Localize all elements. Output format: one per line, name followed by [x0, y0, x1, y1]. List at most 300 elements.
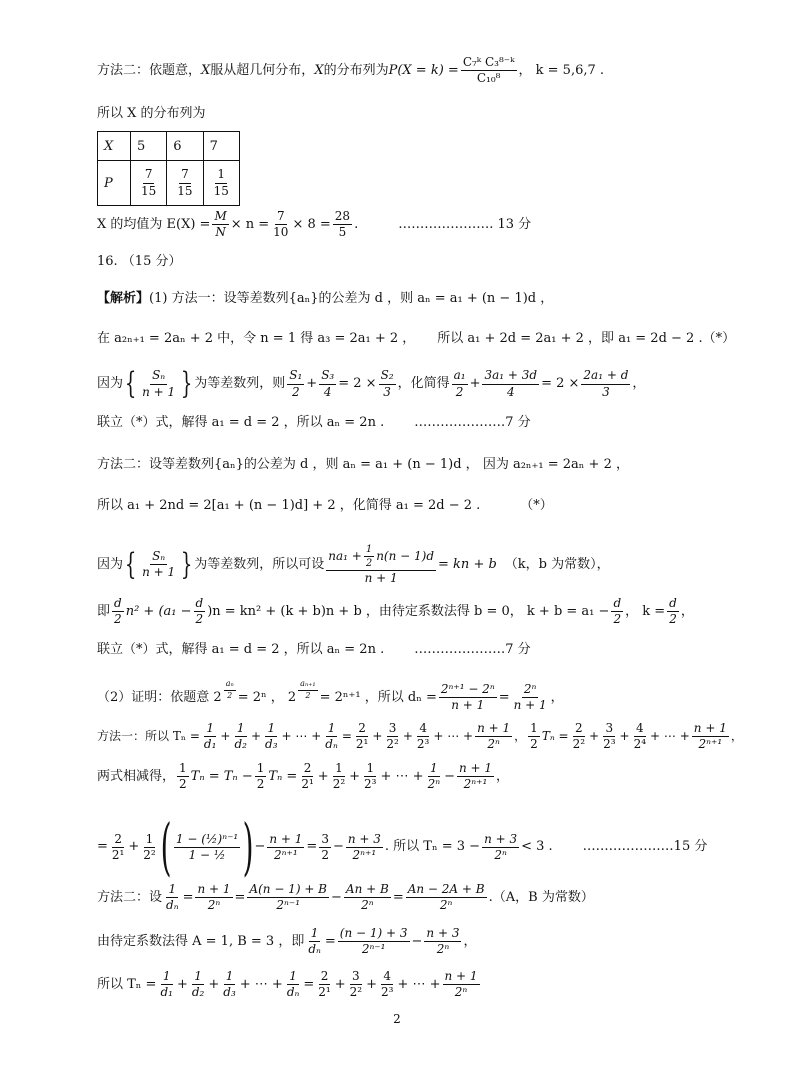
frac-den: 2ⁿ	[439, 898, 453, 913]
table-row	[98, 132, 240, 161]
frac-num: 2	[573, 722, 585, 737]
fraction	[362, 762, 378, 791]
fraction	[439, 683, 497, 712]
frac-den: d₁	[203, 737, 217, 752]
text: = 2ⁿ⁺¹ ，所以 dₙ =	[319, 689, 437, 705]
frac-den: 2ⁿ	[207, 898, 221, 913]
prob-formula-lhs: P(X = k) =	[388, 62, 459, 78]
exponent-fraction	[224, 680, 236, 701]
frac-num: n + 1	[457, 762, 494, 777]
frac-den: d₃	[265, 737, 278, 752]
method2-distribution-line	[97, 56, 754, 85]
frac-den: 2³	[416, 737, 430, 752]
fraction	[271, 210, 290, 239]
table-cell	[203, 161, 239, 206]
fraction	[379, 369, 396, 398]
mean-mid: × n =	[230, 216, 270, 232]
method2-text2: 服从超几何分布，	[210, 62, 315, 78]
text: =	[234, 889, 246, 905]
text: + ⋯ +	[239, 976, 283, 992]
frac-num: 1	[235, 722, 247, 737]
frac-num: 1	[287, 970, 299, 985]
frac-den: 2ⁿ⁺¹	[698, 737, 723, 752]
text: 为等差数列，则	[194, 376, 286, 392]
frac-num: 1	[224, 970, 236, 985]
dist-heading: 所以 X 的分布列为	[97, 106, 206, 121]
score-mark: …………………15 分	[582, 839, 708, 855]
frac-num: d	[667, 597, 679, 612]
text: =	[97, 839, 108, 855]
frac-den: dₙ	[286, 985, 300, 1000]
method2-text1: 依题意，	[149, 62, 202, 78]
frac-num: d	[112, 597, 124, 612]
frac-den: 2²	[386, 737, 399, 752]
left-paren: (	[160, 810, 172, 883]
prob-fraction	[212, 168, 231, 197]
frac-den: 2²	[349, 985, 363, 1000]
text: + ⋯ +	[281, 729, 322, 744]
frac-den: 2¹	[318, 985, 331, 1000]
frac-den: 2²	[143, 847, 156, 862]
text: −	[254, 839, 266, 855]
part2-line7: 所以 Tₙ = $\frac{1}{\text{d₁}}$ + $\frac{1}{\text{d₂}}$ + $\frac{1}{\text{d₃}}$ + ⋯ + $\frac{1}{\text{dₙ}}$ = $\frac{2}{\text{2¹}}$ + $\frac{3}{\text{2²}}$ + $\frac{4}{\text{2³}}$ + ⋯ + $\frac{n + 1}{\text{2ⁿ}}$	[97, 969, 478, 1000]
text: Tₙ =	[541, 729, 569, 744]
frac-den: 2¹	[355, 737, 369, 752]
star-mark: （*）	[702, 331, 736, 346]
frac-num: 1	[326, 722, 338, 737]
table-cell: X	[98, 132, 131, 161]
part2-line1	[97, 679, 754, 713]
fraction	[482, 369, 539, 398]
text: 两式相减得，	[97, 768, 176, 784]
frac-den: 2	[179, 777, 187, 792]
text: 所以 Tₙ =	[97, 976, 157, 992]
fraction	[174, 833, 240, 862]
frac-den: 2ⁿ	[361, 898, 374, 913]
table-cell: 5	[131, 132, 167, 161]
text: + ⋯ +	[433, 729, 474, 744]
fraction	[475, 722, 512, 751]
frac-den: 1 − ½	[188, 847, 226, 862]
text: n² + (a₁ −	[125, 603, 192, 619]
frac-num: 7	[179, 168, 191, 183]
right-brace: }	[180, 546, 193, 582]
fraction	[221, 970, 238, 999]
frac-num: S₁	[287, 369, 304, 384]
text: + ⋯ +	[397, 976, 441, 992]
score-mark: …………………7 分	[414, 415, 531, 430]
frac-num: n + 3	[424, 927, 461, 942]
part2-line5	[97, 883, 754, 912]
frac-num: n + 1	[267, 833, 304, 848]
part1-line5: 方法二：设等差数列{aₙ}的公差为 d ，则 aₙ = a₁ + (n − 1)d ， 因为 a₂ₙ₊₁ = 2aₙ + 2 ，	[97, 457, 629, 472]
hypergeom-fraction	[461, 56, 517, 85]
frac-num: 1	[144, 833, 156, 848]
star-mark: （*）	[520, 498, 553, 513]
var-x-2: X	[314, 62, 324, 78]
distribution-table	[97, 131, 240, 206]
frac-num: 2ⁿ	[522, 683, 539, 698]
frac-num: 3	[387, 722, 399, 737]
fraction	[457, 762, 494, 791]
frac-num: 1	[265, 722, 277, 737]
part1-line6	[97, 498, 754, 514]
fraction	[424, 927, 461, 956]
frac-den: 2	[365, 558, 373, 569]
text: = 2ⁿ ， 2	[237, 689, 297, 705]
fraction	[287, 369, 304, 398]
text: −	[331, 889, 342, 905]
frac-num: 1	[161, 970, 173, 985]
table-cell: 7	[203, 132, 239, 161]
fraction	[267, 833, 304, 862]
fraction	[323, 722, 340, 751]
frac-den: 2ⁿ⁺¹	[352, 847, 377, 862]
frac-num: 2	[356, 722, 368, 737]
fraction	[406, 883, 487, 912]
frac-den: 2³	[603, 737, 616, 752]
text: 即	[97, 603, 111, 619]
text: =	[324, 933, 336, 949]
frac-num: Sₙ	[150, 550, 167, 565]
frac-num: d	[194, 597, 206, 612]
frac-num: 1	[204, 722, 216, 737]
table-row	[98, 161, 240, 206]
frac-num: 4	[634, 722, 646, 737]
text: 所以 a₁ + 2nd = 2[a₁ + (n − 1)d] + 2 ，化简得 a₁ = 2d − 2 .	[97, 498, 481, 513]
fraction	[331, 762, 347, 791]
score-mark: …………………. 13 分	[398, 216, 532, 232]
frac-num: 1	[309, 927, 321, 942]
frac-den: 2¹	[111, 847, 125, 862]
frac-den: 2	[195, 612, 204, 627]
frac-num: 7	[275, 210, 287, 225]
frac-den: n + 1	[451, 698, 485, 713]
frac-num: 3	[319, 833, 331, 848]
frac-num: An + B	[344, 883, 391, 898]
frac-num: 2	[319, 970, 331, 985]
fraction	[319, 369, 336, 398]
frac-den: d₂	[234, 737, 247, 752]
frac-den: 2ⁿ⁺¹	[463, 777, 488, 792]
frac-den: 2	[530, 737, 538, 752]
frac-num: 1 − (½)ⁿ⁻¹	[174, 833, 240, 848]
fraction	[140, 369, 177, 398]
frac-den: 2¹	[301, 777, 314, 792]
part2-line3: 两式相减得， $\frac{1}{2}$ Tₙ = Tₙ − $\frac{1}{2}$ Tₙ = $\frac{2}{\text{2¹}}$ + $\frac{1}{\text{2²}}$ + $\frac{1}{\text{2³}}$ + ⋯ + $\frac{1}{\text{2ⁿ}}$ − $\frac{n + 1}{\text{2ⁿ⁺¹}}$ ，	[97, 761, 510, 792]
right-brace: }	[180, 366, 193, 401]
fraction	[333, 210, 352, 239]
frac-num: n + 1	[692, 722, 729, 737]
page-number: 2	[393, 1012, 401, 1026]
method2-text3: 的分布列为	[323, 62, 389, 78]
frac-num: 1	[365, 544, 373, 555]
frac-num: n + 1	[443, 970, 480, 985]
frac-den: 2ⁿ	[487, 737, 500, 752]
text: =	[498, 689, 510, 705]
question-16-heading: 16. （15 分）	[97, 254, 182, 269]
frac-num: 4	[417, 722, 429, 737]
frac-den: 2ⁿ	[427, 777, 441, 792]
fraction	[571, 722, 587, 751]
fraction	[141, 833, 157, 862]
frac-num: An − 2A + B	[406, 883, 487, 898]
prob-fraction	[139, 168, 158, 197]
frac-num: 1	[528, 722, 540, 737]
fraction	[692, 722, 729, 751]
fraction	[667, 597, 679, 626]
frac-num: 2	[302, 762, 314, 777]
frac-den: 5	[338, 225, 347, 240]
mean-line	[97, 210, 754, 239]
text: −	[444, 768, 455, 784]
frac-num: 1	[192, 970, 204, 985]
text: ， k =	[625, 603, 666, 619]
text: +	[128, 839, 140, 855]
frac-den: 2	[321, 847, 329, 862]
frac-num: 1	[333, 762, 345, 777]
frac-den: 2	[455, 384, 464, 399]
fraction	[319, 833, 331, 862]
text: （k，b 为常数），	[504, 556, 610, 572]
left-brace: {	[124, 366, 137, 401]
frac-den: n + 1	[513, 698, 547, 713]
frac-den: 15	[213, 183, 229, 198]
frac-den: 2ⁿ	[436, 942, 450, 957]
frac-den: 10	[273, 225, 289, 240]
part1-line8	[97, 597, 754, 626]
frac-num: 3a₁ + 3d	[482, 369, 539, 384]
text: 方法二：设	[97, 889, 163, 905]
frac-den: 2ⁿ	[494, 847, 507, 862]
frac-den: 2	[613, 612, 622, 627]
frac-den: 4	[323, 384, 332, 399]
fraction	[326, 544, 436, 585]
part1-line7	[97, 544, 754, 585]
fraction	[158, 970, 175, 999]
text: =	[341, 729, 352, 744]
frac-den: n + 1	[142, 565, 176, 580]
fraction	[512, 683, 549, 712]
fraction	[354, 722, 370, 751]
hypergeom-num: C₇ᵏ C₃⁸⁻ᵏ	[461, 56, 517, 71]
frac-num: aₙ	[224, 680, 236, 691]
text: 由待定系数法得 A = 1, B = 3 ，即	[97, 933, 305, 949]
frac-den: 2	[227, 691, 233, 701]
fraction	[426, 762, 443, 791]
text: +	[306, 376, 318, 392]
frac-num	[326, 544, 436, 571]
text: 联立（*）式，解得 a₁ = d = 2 ，所以 aₙ = 2n .	[97, 642, 385, 657]
text: + ⋯ +	[380, 768, 424, 784]
text: ，	[514, 729, 527, 744]
frac-den: 2	[256, 777, 265, 792]
fraction	[212, 210, 228, 239]
frac-num: n + 1	[475, 722, 512, 737]
frac-num: 1	[215, 168, 227, 183]
mean-end: .	[354, 216, 359, 232]
text: 联立（*）式，解得 a₁ = d = 2 ，所以 aₙ = 2n .	[97, 415, 385, 430]
text: ，	[550, 689, 564, 705]
frac-num: S₃	[319, 369, 336, 384]
hypergeom-den: C₁₀⁸	[476, 71, 501, 86]
text: 因为	[97, 376, 124, 392]
text: n(n − 1)d	[376, 548, 435, 563]
frac-den: 3	[383, 384, 391, 399]
frac-num: S₂	[379, 369, 396, 384]
part1-line1	[97, 291, 754, 307]
fraction	[338, 927, 410, 956]
fraction	[285, 970, 302, 999]
frac-den: 2	[291, 384, 300, 399]
frac-num: n + 3	[346, 833, 383, 848]
var-x: X	[201, 62, 211, 78]
table-cell: 6	[167, 132, 203, 161]
fraction	[110, 833, 126, 862]
frac-den: 2³	[381, 985, 394, 1000]
fraction	[164, 883, 181, 912]
frac-den: 2ⁿ⁺¹	[274, 847, 298, 862]
frac-den: 2⁴	[633, 737, 647, 752]
text: . 所以 Tₙ = 3 −	[384, 839, 481, 855]
frac-num: 1	[255, 762, 267, 777]
frac-num: d	[611, 597, 623, 612]
fraction	[581, 369, 630, 398]
table-cell	[167, 161, 203, 206]
frac-num: 28	[333, 210, 352, 225]
frac-num: 1	[166, 883, 178, 898]
frac-den: dₙ	[325, 737, 338, 752]
text: （2）证明：依题意 2	[97, 689, 222, 705]
frac-den: 2³	[364, 777, 377, 792]
text: Tₙ =	[268, 768, 298, 784]
text: −	[332, 839, 344, 855]
text: 方法一：所以 Tₙ =	[97, 729, 200, 744]
right-paren: )	[242, 810, 254, 883]
frac-num: a₁	[452, 369, 468, 384]
text: < 3 .	[521, 839, 553, 855]
frac-num: 2a₁ + d	[581, 369, 630, 384]
frac-den: 2ⁿ	[454, 985, 468, 1000]
frac-den: 2	[305, 691, 311, 701]
fraction	[263, 722, 280, 751]
fraction	[611, 597, 623, 626]
frac-den: N	[215, 225, 226, 240]
frac-den: 2²	[572, 737, 586, 752]
fraction	[306, 927, 323, 956]
fraction	[482, 833, 519, 862]
frac-den: 15	[141, 183, 157, 198]
fraction	[202, 722, 219, 751]
analysis-tag: 【解析】	[97, 291, 150, 306]
part1-line9	[97, 642, 754, 658]
text: +	[469, 376, 481, 392]
fraction	[348, 970, 364, 999]
text: ，化简得	[397, 376, 450, 392]
text: Tₙ = Tₙ −	[190, 768, 253, 784]
fraction	[299, 762, 315, 791]
frac-den: 2ⁿ⁻¹	[276, 898, 301, 913]
frac-num: 2ⁿ⁺¹ − 2ⁿ	[439, 683, 497, 698]
text: = 2 ×	[338, 376, 377, 392]
fraction	[452, 369, 468, 398]
frac-den: 2²	[332, 777, 346, 792]
text: ，	[463, 933, 477, 949]
part1-line2-a: 在 a₂ₙ₊₁ = 2aₙ + 2 中，令 n = 1 得 a₃ = 2a₁ + 2 ，	[97, 331, 416, 346]
part1-line2	[97, 331, 754, 347]
frac-num: 7	[143, 168, 155, 183]
fraction	[177, 762, 189, 791]
score-mark: …………………7 分	[414, 642, 531, 657]
prob-fraction	[175, 168, 194, 197]
text: ，	[496, 768, 510, 784]
fraction	[195, 883, 232, 912]
text: 为等差数列，所以可设	[194, 556, 325, 572]
text: .（A，B 为常数）	[488, 889, 594, 905]
fraction	[415, 722, 431, 751]
text: =	[182, 889, 194, 905]
table-cell: P	[98, 161, 131, 206]
frac-num: A(n − 1) + B	[247, 883, 329, 898]
k-values: ， k = 5,6,7 .	[518, 62, 605, 78]
frac-num: M	[212, 210, 228, 225]
text: 因为	[97, 556, 124, 572]
frac-den: dₙ	[308, 942, 321, 957]
text: ，	[632, 376, 646, 392]
part1-line1-text: (1) 方法一：设等差数列{aₙ}的公差为 d ，则 aₙ = a₁ + (n − 1)d ，	[149, 291, 554, 306]
text: na₁ +	[328, 548, 362, 563]
frac-den: 15	[177, 183, 193, 198]
frac-den: 2	[114, 612, 122, 627]
frac-den: 3	[602, 384, 610, 399]
part1-line3	[97, 366, 754, 402]
part1-line2-b: 所以 a₁ + 2d = 2a₁ + 2 ，即 a₁ = 2d − 2 .	[437, 331, 703, 346]
fraction	[255, 762, 267, 791]
frac-den: 2ⁿ⁻¹	[361, 942, 386, 957]
part1-line4	[97, 415, 754, 431]
fraction	[247, 883, 329, 912]
text: =	[306, 839, 318, 855]
text: = kn + b	[438, 556, 497, 572]
fraction	[112, 597, 124, 626]
mean-text: X 的均值为 E(X) =	[97, 216, 211, 232]
exponent-fraction	[298, 680, 317, 701]
left-brace: {	[124, 546, 137, 582]
frac-num: 2	[112, 833, 124, 848]
frac-num: 1	[364, 762, 376, 777]
text: = 2 ×	[541, 376, 580, 392]
frac-num: 3	[603, 722, 615, 737]
fraction	[344, 883, 391, 912]
frac-den: d₃	[223, 985, 236, 1000]
frac-num: 3	[350, 970, 362, 985]
frac-num: n + 3	[482, 833, 519, 848]
method2-label: 方法二：	[97, 62, 150, 78]
frac-num: (n − 1) + 3	[338, 927, 410, 942]
mean-times8: × 8 =	[292, 216, 331, 232]
text: + ⋯ +	[650, 729, 690, 744]
fraction	[194, 597, 206, 626]
text: ，	[730, 729, 743, 744]
frac-num: Sₙ	[150, 369, 167, 384]
frac-num: aₙ₊₁	[298, 680, 317, 691]
table-cell	[131, 161, 167, 206]
frac-den: d₁	[160, 985, 173, 1000]
frac-num: 1	[177, 762, 189, 777]
fraction	[346, 833, 383, 862]
fraction	[316, 970, 332, 999]
fraction	[232, 722, 249, 751]
